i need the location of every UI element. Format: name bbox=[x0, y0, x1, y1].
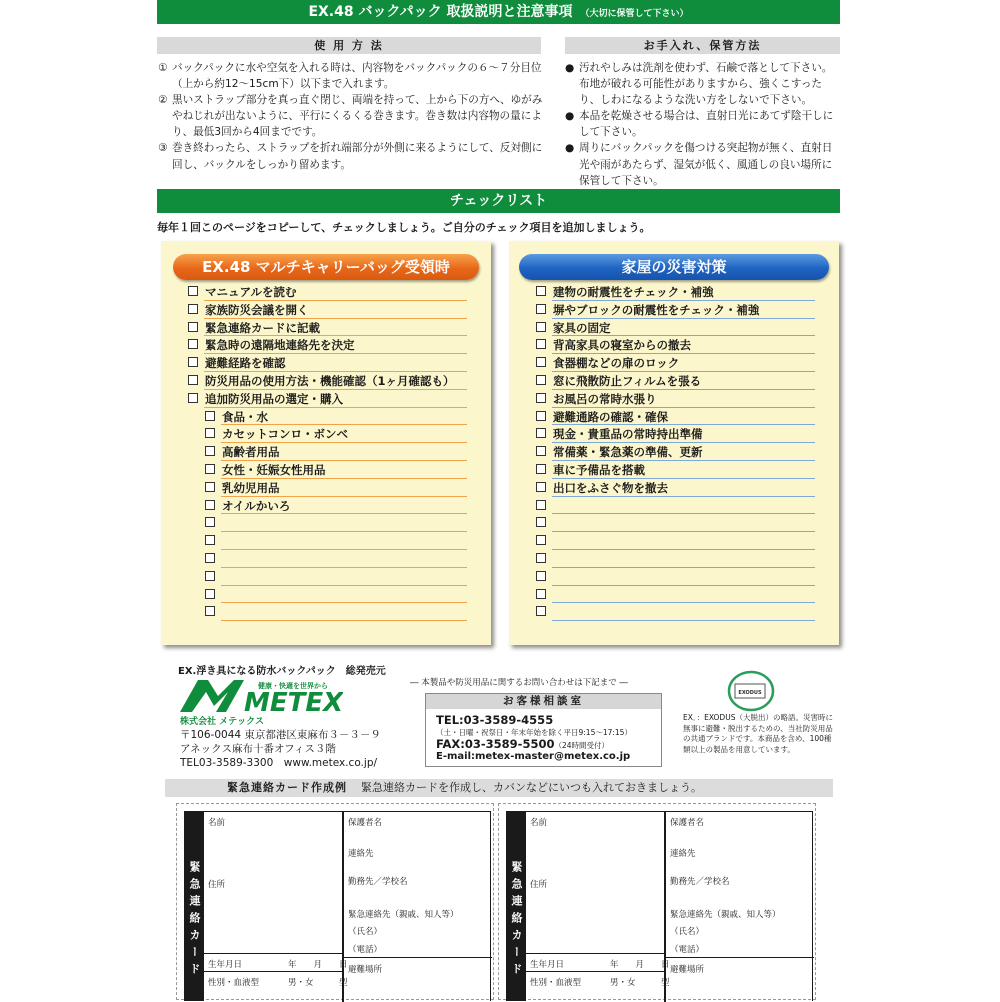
checkbox[interactable] bbox=[536, 304, 546, 314]
card-rule bbox=[526, 953, 664, 954]
checkbox[interactable] bbox=[536, 357, 546, 367]
checklist-item bbox=[161, 283, 491, 301]
checklist-item bbox=[161, 443, 491, 461]
field-shelter: 避難場所 bbox=[670, 965, 705, 975]
field-birth-ymd: 年 月 日 bbox=[610, 960, 670, 970]
support-fax-note: （24時間受付） bbox=[554, 741, 610, 750]
checklist-item-label: 車に予備品を搭載 bbox=[553, 462, 645, 477]
checklist-item bbox=[509, 586, 839, 604]
field-sex-options: 男・女 型 bbox=[288, 978, 348, 988]
field-emergency-contact: 緊急連絡先（親戚、知人等） bbox=[670, 910, 781, 920]
checklist-item bbox=[509, 390, 839, 408]
field-address: 住所 bbox=[208, 880, 226, 890]
checklist-item-label: 食器棚などの扉のロック bbox=[553, 356, 680, 371]
checklist-panel-house bbox=[509, 241, 839, 645]
checkbox[interactable] bbox=[536, 571, 546, 581]
checklist-item bbox=[161, 497, 491, 515]
checklist-item-label: カセットコンロ・ボンベ bbox=[222, 427, 349, 442]
panel-title-receipt: EX.48 マルチキャリーバッグ受領時 bbox=[173, 254, 479, 280]
field-guardian: 保護者名 bbox=[670, 818, 705, 828]
field-sex-options: 男・女 型 bbox=[610, 978, 670, 988]
checkbox[interactable] bbox=[536, 606, 546, 616]
instruction-text: 巻き終わったら、ストラップを折れ端部分が外側に来るようにして、反対側に回し、バックルをしっかり留めます。 bbox=[172, 142, 543, 171]
checkbox[interactable] bbox=[205, 482, 215, 492]
address-line: TEL03-3589-3300 www.metex.co.jp/ bbox=[180, 757, 378, 769]
instruction-text: 本品を乾燥させる場合は、直射日光にあてず陰干しにして下さい。 bbox=[579, 110, 834, 139]
checkbox[interactable] bbox=[536, 322, 546, 332]
checklist-item-label: 緊急連絡カードに記載 bbox=[205, 320, 320, 335]
card-rule bbox=[204, 971, 342, 972]
checkbox[interactable] bbox=[536, 589, 546, 599]
checklist-item bbox=[509, 301, 839, 319]
checklist-item-label: 乳幼児用品 bbox=[222, 480, 280, 495]
emergency-card-right bbox=[498, 803, 816, 1000]
checklist-item bbox=[161, 586, 491, 604]
card-note: 緊急連絡カードを作成し、カバンなどにいつも入れておきましょう。 bbox=[361, 781, 702, 794]
checklist-item-label: マニュアルを読む bbox=[205, 285, 297, 299]
checklist-item bbox=[161, 354, 491, 372]
instruction-marker: ● bbox=[565, 110, 575, 123]
instruction-marker: ② bbox=[158, 94, 168, 107]
checkbox[interactable] bbox=[205, 535, 215, 545]
checklist-item bbox=[161, 532, 491, 550]
checklist-heading: チェックリスト bbox=[157, 189, 840, 213]
card-rule bbox=[342, 957, 492, 958]
exodus-badge-text: EXODUS bbox=[738, 690, 762, 696]
checklist-item-label: 女性・妊娠女性用品 bbox=[222, 462, 326, 477]
checklist-panel-receipt bbox=[161, 241, 491, 645]
checklist-item-label: 背高家具の寝室からの撤去 bbox=[553, 338, 691, 353]
checklist-item-label: 現金・貴重品の常時持出準備 bbox=[553, 427, 703, 442]
checkbox[interactable] bbox=[205, 606, 215, 616]
checklist-item bbox=[509, 336, 839, 354]
instruction-marker: ● bbox=[565, 62, 575, 74]
checklist-item bbox=[161, 336, 491, 354]
checkbox[interactable] bbox=[205, 464, 215, 474]
checklist-item bbox=[161, 390, 491, 408]
exodus-logo bbox=[727, 670, 775, 712]
title-bar bbox=[157, 0, 840, 24]
checklist-item bbox=[509, 603, 839, 621]
checklist-item-label: 窓に飛散防止フィルムを張る bbox=[553, 373, 702, 388]
checklist-item-label: 常備薬・緊急薬の準備、更新 bbox=[553, 445, 703, 460]
company-name: 株式会社 メテックス bbox=[180, 717, 265, 727]
customer-support-heading: お客様相談室 bbox=[426, 694, 661, 709]
checklist-item-label: 避難通路の確認・確保 bbox=[553, 409, 668, 424]
checkbox[interactable] bbox=[205, 571, 215, 581]
checkbox[interactable] bbox=[536, 375, 546, 385]
checkbox[interactable] bbox=[536, 411, 546, 421]
checkbox[interactable] bbox=[188, 339, 198, 349]
checklist-item bbox=[161, 514, 491, 532]
card-side-label: 緊急連絡カード bbox=[506, 811, 525, 1001]
field-name: 名前 bbox=[530, 818, 548, 828]
checkbox[interactable] bbox=[205, 500, 215, 510]
instruction-item bbox=[565, 108, 841, 140]
checkbox[interactable] bbox=[536, 393, 546, 403]
exodus-description: EX．：EXODUS（大脱出）の略語。災害時に無事に避難・脱出するための、当社防災用品の共通ブランドです。本商品を含め、100種類以上の製品を用意しています。 bbox=[683, 713, 833, 754]
field-address: 住所 bbox=[530, 880, 548, 890]
contact-note: ― 本製品や防災用品に関するお問い合わせは下記まで ― bbox=[410, 678, 628, 688]
checklist-item bbox=[161, 568, 491, 586]
checklist-item bbox=[509, 283, 839, 301]
slogan: 健康・快適を世界から bbox=[258, 682, 328, 690]
checkbox[interactable] bbox=[205, 446, 215, 456]
underline bbox=[221, 620, 467, 621]
instruction-item bbox=[158, 60, 548, 92]
field-sex-blood: 性別・血液型 bbox=[208, 978, 260, 988]
checkbox[interactable] bbox=[188, 375, 198, 385]
panel-title-house: 家屋の災害対策 bbox=[519, 254, 829, 280]
field-birth: 生年月日 bbox=[208, 960, 243, 970]
instruction-text: バックパックに水や空気を入れる時は、内容物をバックパックの６〜７分目位（上から約12〜15cm下）以下まで入れます。 bbox=[172, 62, 542, 91]
checklist-item bbox=[509, 550, 839, 568]
checklist-item bbox=[161, 479, 491, 497]
checklist-item-label: 家具の固定 bbox=[553, 320, 611, 335]
checklist-item bbox=[161, 603, 491, 621]
emergency-card-left bbox=[176, 803, 494, 1000]
checkbox[interactable] bbox=[205, 517, 215, 527]
checklist-item-label: 緊急時の遠隔地連絡先を決定 bbox=[205, 338, 355, 353]
checkbox[interactable] bbox=[536, 535, 546, 545]
checkbox[interactable] bbox=[188, 304, 198, 314]
address-line: 〒106-0044 東京都港区東麻布３－３－９ bbox=[180, 729, 381, 741]
instruction-text: 周りにバックパックを傷つける突起物が無く、直射日光や雨があたらず、湿気が低く、風通しの良い場所に保管して下さい。 bbox=[579, 142, 833, 187]
field-birth: 生年月日 bbox=[530, 960, 565, 970]
checkbox[interactable] bbox=[188, 286, 198, 296]
checkbox[interactable] bbox=[205, 411, 215, 421]
field-sex-blood: 性別・血液型 bbox=[530, 978, 582, 988]
field-emergency-name: （氏名） bbox=[348, 927, 383, 937]
support-hours: （土・日曜・祝祭日・年末年始を除く平日9:15〜17:15） bbox=[436, 728, 632, 737]
card-section-bar bbox=[165, 779, 833, 797]
checklist-item-label: 建物の耐震性をチェック・補強 bbox=[553, 285, 714, 299]
checkbox[interactable] bbox=[536, 339, 546, 349]
card-side-label: 緊急連絡カード bbox=[184, 811, 203, 1001]
checklist-item bbox=[161, 372, 491, 390]
checklist-item bbox=[509, 372, 839, 390]
field-contact: 連絡先 bbox=[670, 849, 696, 859]
field-shelter: 避難場所 bbox=[348, 965, 383, 975]
field-workplace: 勤務先／学校名 bbox=[670, 877, 730, 887]
instruction-marker: ① bbox=[158, 62, 168, 74]
usage-heading: 使 用 方 法 bbox=[157, 37, 541, 54]
checklist-item-label: 高齢者用品 bbox=[222, 445, 280, 460]
address-line: アネックス麻布十番オフィス３階 bbox=[180, 743, 336, 755]
care-instructions bbox=[565, 60, 841, 189]
checklist-item-label: 塀やブロックの耐震性をチェック・補強 bbox=[553, 302, 760, 317]
field-birth-ymd: 年 月 日 bbox=[288, 960, 348, 970]
instruction-item bbox=[158, 140, 548, 172]
field-guardian: 保護者名 bbox=[348, 818, 383, 828]
checklist-item-label: 追加防災用品の選定・購入 bbox=[205, 391, 343, 406]
checklist-item-label: 防災用品の使用方法・機能確認（1ヶ月確認も） bbox=[205, 373, 455, 388]
card-rule bbox=[204, 953, 342, 954]
instruction-item bbox=[158, 92, 548, 140]
distributor-caption: EX.浮き具になる防水バックパック 総発売元 bbox=[178, 666, 386, 677]
checklist-item bbox=[509, 408, 839, 426]
checklist-item bbox=[509, 319, 839, 337]
checklist-item bbox=[161, 461, 491, 479]
field-emergency-tel: （電話） bbox=[348, 945, 383, 955]
checklist-item bbox=[161, 550, 491, 568]
instruction-item bbox=[565, 140, 841, 188]
checklist-item bbox=[509, 479, 839, 497]
checklist-items-house bbox=[509, 283, 839, 621]
checkbox[interactable] bbox=[205, 428, 215, 438]
card-form bbox=[525, 811, 813, 1001]
support-email: E-mail:metex-master@metex.co.jp bbox=[436, 751, 631, 762]
checkbox[interactable] bbox=[188, 357, 198, 367]
field-workplace: 勤務先／学校名 bbox=[348, 877, 408, 887]
checklist-item bbox=[509, 532, 839, 550]
checklist-item bbox=[509, 568, 839, 586]
checklist-item bbox=[509, 461, 839, 479]
checklist-items-receipt bbox=[161, 283, 491, 621]
field-contact: 連絡先 bbox=[348, 849, 374, 859]
checkbox[interactable] bbox=[536, 553, 546, 563]
document-subtitle: （大切に保管して下さい） bbox=[580, 9, 689, 19]
support-fax: FAX:03-3589-5500 bbox=[436, 737, 555, 751]
underline bbox=[552, 620, 815, 621]
usage-instructions bbox=[158, 60, 548, 173]
checkbox[interactable] bbox=[188, 393, 198, 403]
instruction-text: 汚れやしみは洗剤を使わず、石鹸で落として下さい。布地が破れる可能性がありますから、強くこすったり、しわになるような洗い方をしないで下さい。 bbox=[579, 62, 833, 107]
checklist-item bbox=[509, 443, 839, 461]
card-form bbox=[203, 811, 491, 1001]
card-rule bbox=[664, 957, 814, 958]
checklist-item bbox=[509, 425, 839, 443]
checklist-item bbox=[161, 301, 491, 319]
checkbox[interactable] bbox=[536, 517, 546, 527]
checklist-item-label: 家族防災会議を開く bbox=[205, 302, 309, 317]
card-rule bbox=[526, 971, 664, 972]
card-heading: 緊急連絡カード作成例 bbox=[227, 781, 347, 794]
field-emergency-name: （氏名） bbox=[670, 927, 705, 937]
customer-support-box bbox=[425, 693, 662, 767]
field-emergency-contact: 緊急連絡先（親戚、知人等） bbox=[348, 910, 459, 920]
checkbox[interactable] bbox=[536, 500, 546, 510]
checklist-item bbox=[161, 319, 491, 337]
checkbox[interactable] bbox=[536, 446, 546, 456]
checklist-item bbox=[509, 514, 839, 532]
checklist-item bbox=[509, 354, 839, 372]
checkbox[interactable] bbox=[205, 553, 215, 563]
checklist-intro: 毎年１回このページをコピーして、チェックしましょう。ご自分のチェック項目を追加しましょう。 bbox=[157, 221, 651, 234]
checklist-item-label: オイルかいろ bbox=[222, 498, 291, 513]
field-emergency-tel: （電話） bbox=[670, 945, 705, 955]
support-tel: TEL:03-3589-4555 bbox=[436, 713, 554, 727]
document-title: EX.48 バックパック 取扱説明と注意事項 bbox=[308, 4, 573, 20]
checklist-item bbox=[161, 425, 491, 443]
checkbox[interactable] bbox=[536, 464, 546, 474]
card-divider bbox=[342, 812, 344, 1002]
instruction-marker: ③ bbox=[158, 142, 168, 155]
checklist-item bbox=[161, 408, 491, 426]
metex-logo-text: METEX bbox=[244, 688, 343, 714]
checklist-item-label: 出口をふさぐ物を撤去 bbox=[553, 480, 668, 495]
checkbox[interactable] bbox=[536, 428, 546, 438]
checkbox[interactable] bbox=[536, 482, 546, 492]
checklist-item-label: お風呂の常時水張り bbox=[553, 391, 657, 406]
checkbox[interactable] bbox=[188, 322, 198, 332]
instruction-marker: ● bbox=[565, 142, 575, 155]
card-divider bbox=[664, 812, 666, 1002]
checklist-item bbox=[509, 497, 839, 515]
checklist-item-label: 避難経路を確認 bbox=[205, 356, 286, 371]
checklist-item-label: 食品・水 bbox=[222, 409, 268, 424]
instruction-text: 黒いストラップ部分を真っ直ぐ閉じ、両端を持って、上から下の方へ、ゆがみやねじれが出ないように、平行にくるくる巻きます。巻き数は内容物の量により、最低3回から4回までです。 bbox=[172, 94, 543, 139]
checkbox[interactable] bbox=[205, 589, 215, 599]
company-address bbox=[180, 728, 381, 770]
care-heading: お手入れ、保管方法 bbox=[565, 37, 840, 54]
field-name: 名前 bbox=[208, 818, 226, 828]
instruction-item bbox=[565, 60, 841, 108]
checkbox[interactable] bbox=[536, 286, 546, 296]
